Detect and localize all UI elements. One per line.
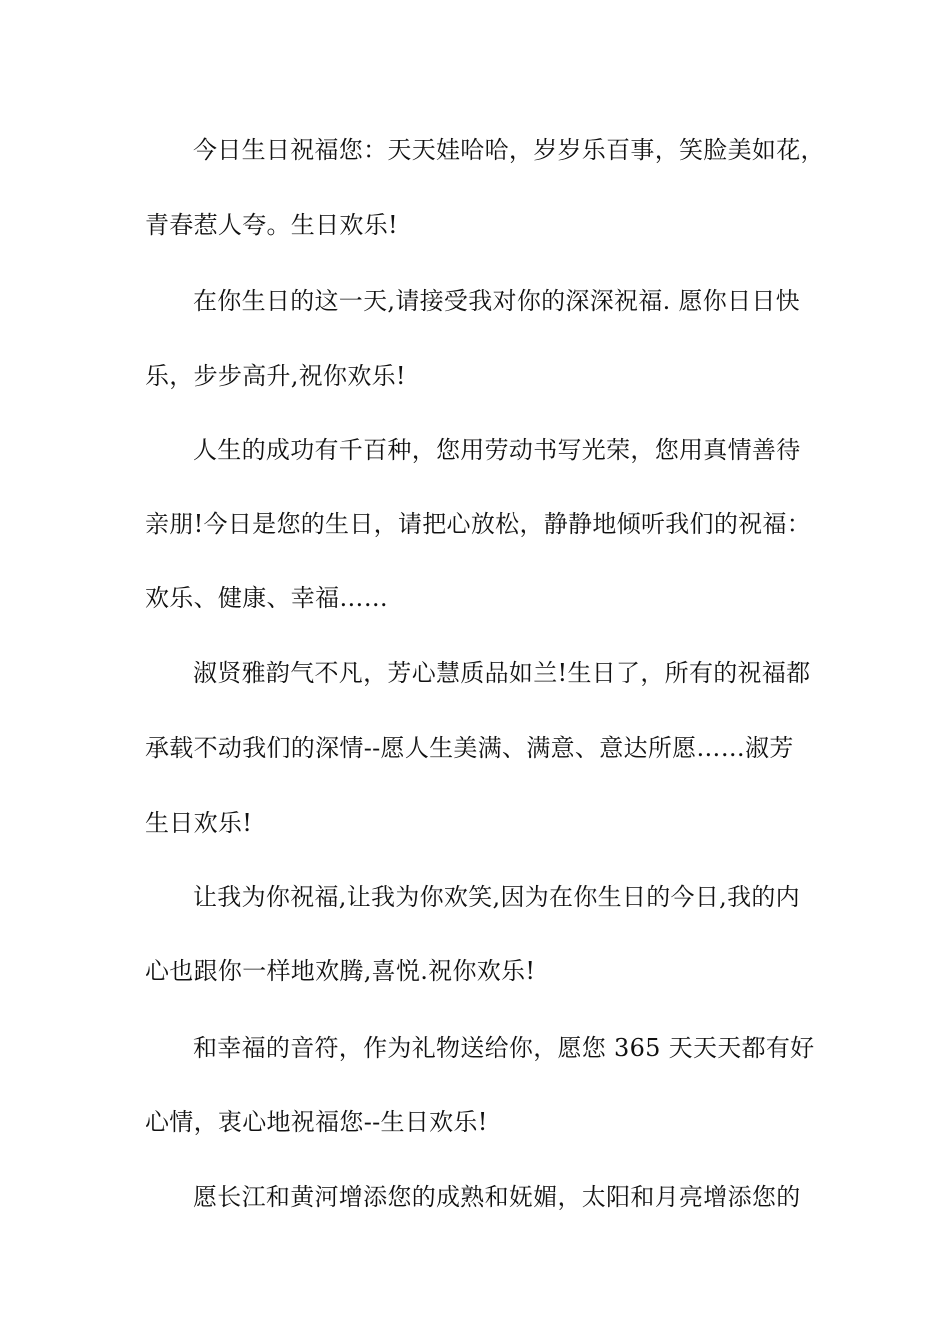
paragraph-2-line-1: 在你生日的这一天,请接受我对你的深深祝福. 愿你日日快 bbox=[193, 287, 800, 315]
paragraph-4-line-1: 淑贤雅韵气不凡，芳心慧质品如兰!生日了，所有的祝福都 bbox=[193, 659, 811, 687]
paragraph-4-line-3: 生日欢乐! bbox=[145, 809, 253, 837]
paragraph-5-line-1: 让我为你祝福,让我为你欢笑,因为在你生日的今日,我的内 bbox=[193, 883, 800, 911]
paragraph-3-line-1: 人生的成功有千百种，您用劳动书写光荣，您用真情善待 bbox=[193, 436, 801, 464]
paragraph-6-line-1: 和幸福的音符，作为礼物送给你，愿您 365 天天天都有好 bbox=[193, 1034, 815, 1062]
paragraph-6-line-2: 心情，衷心地祝福您--生日欢乐! bbox=[145, 1108, 488, 1136]
paragraph-3-line-3: 欢乐、健康、幸福…… bbox=[145, 584, 388, 612]
paragraph-4-line-2: 承载不动我们的深情--愿人生美满、满意、意达所愿……淑芳 bbox=[145, 734, 794, 762]
paragraph-1-line-1: 今日生日祝福您：天天娃哈哈，岁岁乐百事，笑脸美如花， bbox=[193, 136, 825, 164]
paragraph-7-line-1: 愿长江和黄河增添您的成熟和妩媚，太阳和月亮增添您的 bbox=[193, 1183, 801, 1211]
paragraph-2-line-2: 乐，步步高升,祝你欢乐! bbox=[145, 362, 406, 390]
paragraph-3-line-2: 亲朋!今日是您的生日，请把心放松，静静地倾听我们的祝福： bbox=[145, 510, 812, 538]
paragraph-5-line-2: 心也跟你一样地欢腾,喜悦.祝你欢乐! bbox=[145, 957, 536, 985]
paragraph-1-line-2: 青春惹人夸。生日欢乐! bbox=[145, 211, 398, 239]
